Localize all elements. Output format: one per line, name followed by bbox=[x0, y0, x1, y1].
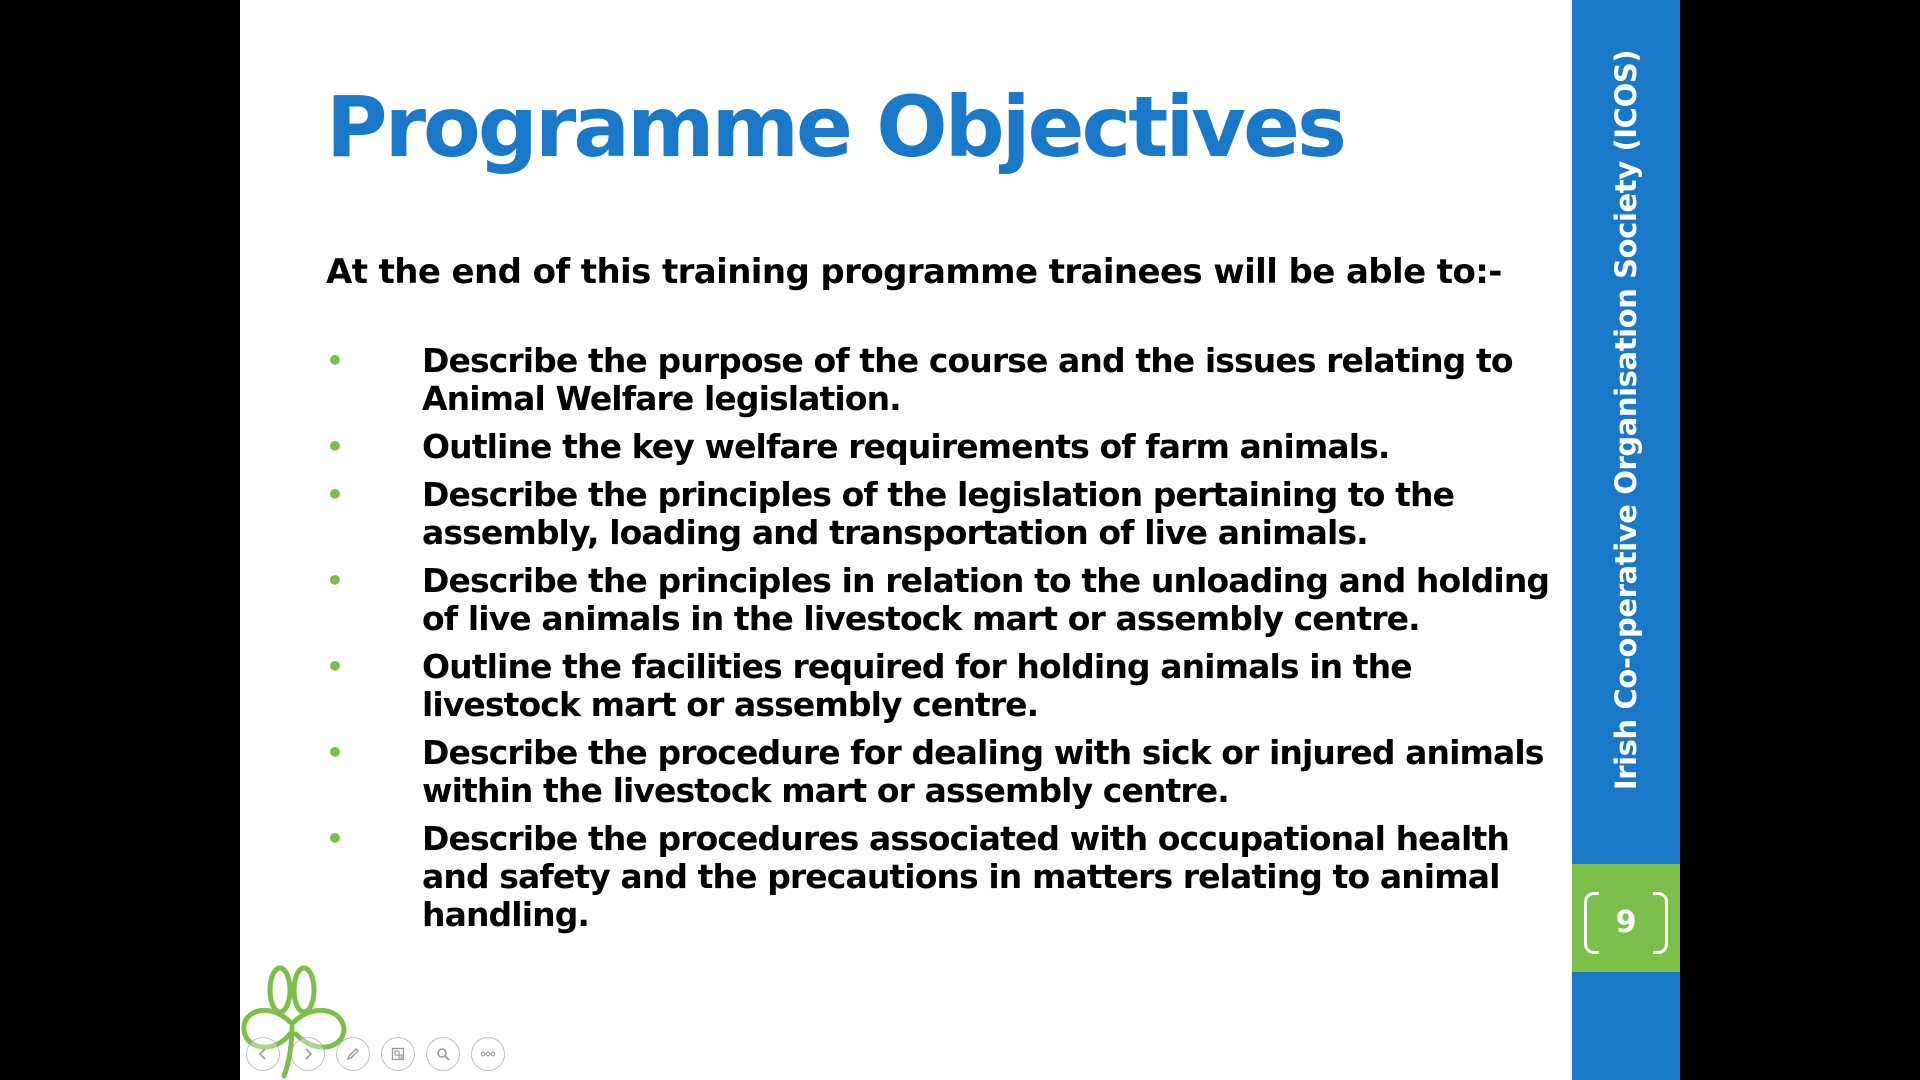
more-options-button[interactable] bbox=[471, 1037, 505, 1071]
objective-item bbox=[326, 648, 1576, 724]
objective-text: Describe the purpose of the course and the issues relating to Animal Welfare legislation. bbox=[422, 341, 1513, 418]
see-all-slides-icon bbox=[390, 1046, 406, 1062]
next-slide-icon bbox=[300, 1046, 316, 1062]
organisation-name: Irish Co-operative Organisation Society (ICOS) bbox=[1609, 49, 1643, 791]
previous-slide-icon bbox=[255, 1046, 271, 1062]
pen-button[interactable] bbox=[336, 1037, 370, 1071]
bullet-icon: • bbox=[326, 736, 343, 769]
page-number: 9 bbox=[1615, 905, 1637, 940]
slide-controls bbox=[246, 1037, 505, 1071]
bullet-icon: • bbox=[326, 430, 343, 463]
slide-title: Programme Objectives bbox=[326, 78, 1344, 176]
see-all-slides-button[interactable] bbox=[381, 1037, 415, 1071]
bullet-icon: • bbox=[326, 822, 343, 855]
bullet-icon: • bbox=[326, 650, 343, 683]
objective-item bbox=[326, 562, 1576, 638]
objective-item bbox=[326, 428, 1576, 466]
objective-item bbox=[326, 476, 1576, 552]
slide-intro: At the end of this training programme trainees will be able to:- bbox=[326, 252, 1502, 292]
bullet-icon: • bbox=[326, 478, 343, 511]
zoom-button[interactable] bbox=[426, 1037, 460, 1071]
page-number-box bbox=[1572, 864, 1680, 972]
objective-item bbox=[326, 820, 1576, 934]
bullet-icon: • bbox=[326, 564, 343, 597]
objective-text: Outline the facilities required for holding animals in the livestock mart or assembly centre. bbox=[422, 647, 1412, 724]
objective-item bbox=[326, 734, 1576, 810]
objective-text: Describe the procedures associated with occupational health and safety and the precautions in matters relating to animal handling. bbox=[422, 819, 1509, 934]
slide[interactable] bbox=[240, 0, 1680, 1080]
objective-text: Describe the principles in relation to the unloading and holding of live animals in the livestock mart or assembly centre. bbox=[422, 561, 1550, 638]
sidebar-panel bbox=[1572, 0, 1680, 1080]
zoom-icon bbox=[435, 1046, 451, 1062]
objective-text: Outline the key welfare requirements of farm animals. bbox=[422, 427, 1390, 466]
next-slide-button[interactable] bbox=[291, 1037, 325, 1071]
pen-icon bbox=[345, 1046, 361, 1062]
objective-text: Describe the principles of the legislation pertaining to the assembly, loading and transportation of live animals. bbox=[422, 475, 1455, 552]
objective-text: Describe the procedure for dealing with sick or injured animals within the livestock mart or assembly centre. bbox=[422, 733, 1544, 810]
objective-item bbox=[326, 342, 1576, 418]
bullet-icon: • bbox=[326, 344, 343, 377]
more-options-icon bbox=[479, 1046, 497, 1062]
objectives-list bbox=[326, 342, 1576, 944]
previous-slide-button[interactable] bbox=[246, 1037, 280, 1071]
